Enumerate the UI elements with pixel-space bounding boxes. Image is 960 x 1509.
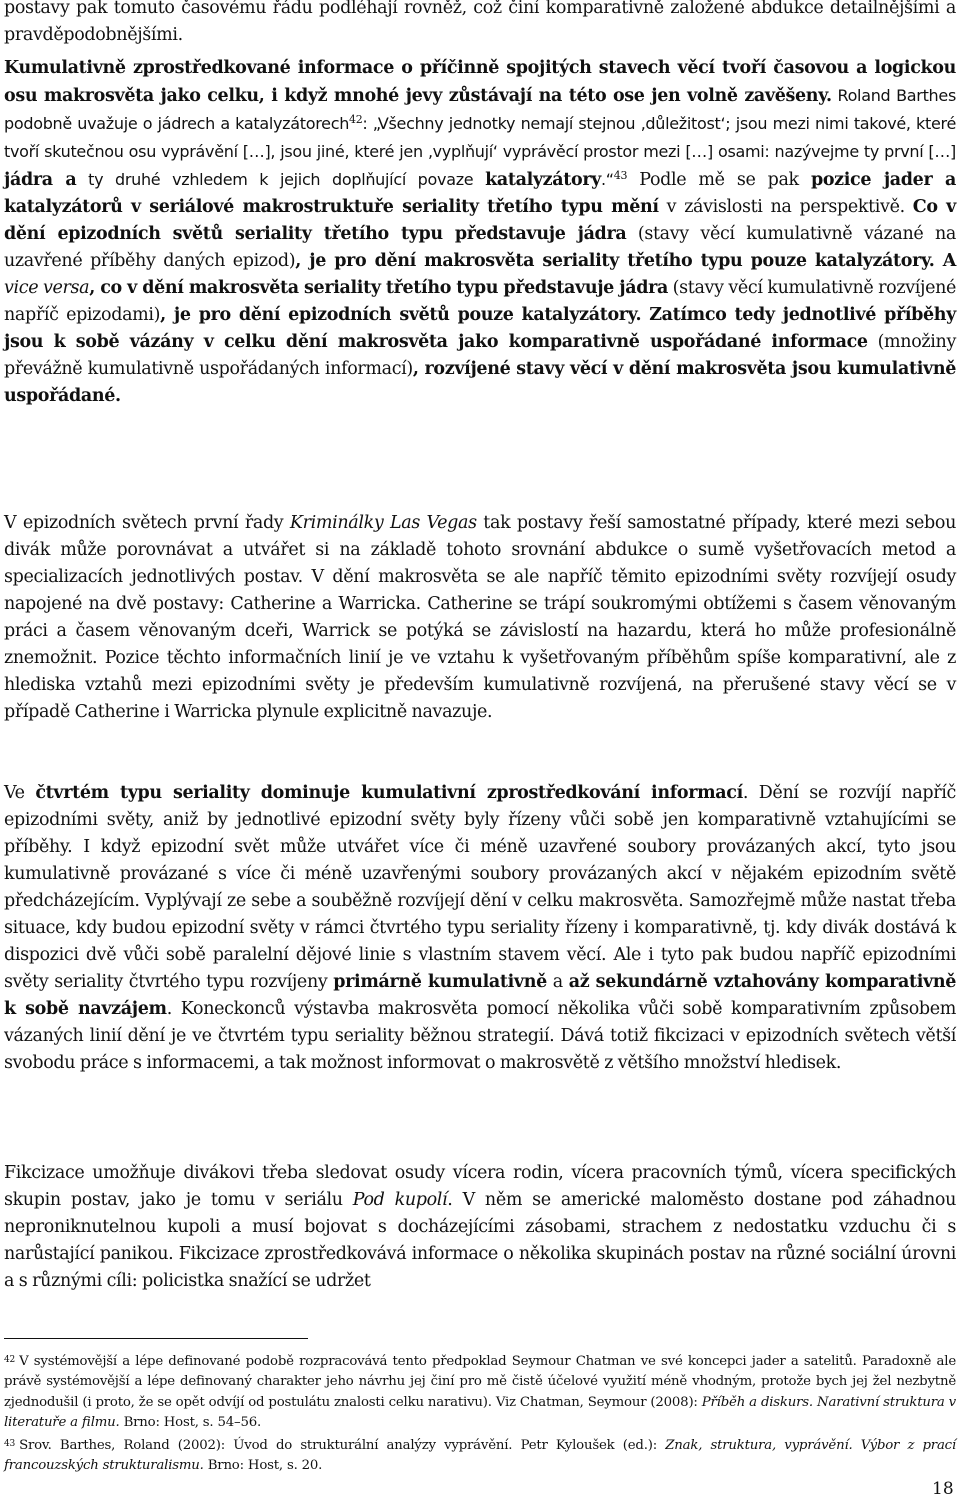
italic-text: Pod kupolí	[352, 1190, 448, 1210]
bold-text: , rozvíjené stavy věcí v dění makrosvěta jsou kumulativně uspořádané.	[4, 359, 956, 406]
paragraph-text: postavy pak tomuto časovému řádu podléhají rovněž, což činí komparativně založené abdukce detailnějšími a pravděpodobnějšími.	[4, 0, 956, 45]
italic-text: vice versa	[4, 278, 90, 298]
paragraph-2	[4, 55, 956, 410]
bold-text: , je pro dění makrosvěta seriality třetího typu pouze katalyzátory. A	[295, 251, 956, 271]
paragraph-text: (stavy věcí kumulativně rozvíjené napříč epizodami)	[4, 278, 957, 325]
footnote-separator	[4, 1338, 308, 1339]
bold-text: , je pro dění epizodních světů pouze katalyzátory. Zatímco tedy jednotlivé příběhy jsou k sobě vázány v celku dění makrosvěta jako komparativně uspořádané informace	[4, 305, 956, 352]
footnote-ref-42[interactable]: 42	[349, 113, 363, 126]
paragraph-text: Podle mě se pak	[627, 170, 811, 190]
footnote-text: Brno: Host, s. 20.	[203, 1458, 323, 1474]
bold-text: primárně kumulativně	[333, 972, 547, 992]
bold-text: až sekundárně vztahovány komparativně k sobě navzájem	[4, 972, 956, 1019]
footnote-43	[4, 1434, 956, 1477]
paragraph-text: (množiny převážně kumulativně uspořádaných informací)	[4, 332, 956, 379]
footnote-number: 42	[4, 1355, 16, 1365]
paragraph-text: . Dění se rozvíjí napříč epizodními světy, aniž by jednotlivé epizodní světy byly řízeny vůči sobě jen komparativně vztahujícími se příběhy. I když epizodní svět může utvářet více či méně uzavřené soubory provázaných akcí, tyto jsou kumulativně provázané s více či méně uzavřenými soubory provázaných akcí v nějakém epizodním světě předcházejícím. Vyplývají ze sebe a souběžně rozvíjejí dění v celku makrosvěta. Samozřejmě může nastat třeba situace, kdy budou epizodní světy v rámci čtvrtého typu seriality řízeny i komparativně, tj. kdy divák dostává k dispozici dvě vůči sobě paralelní dějové linie s vlastním stavem věcí. Ale i tyto pak budou napříč epizodními světy seriality čtvrtého typu rozvíjeny	[4, 783, 956, 992]
paragraph-text: a	[546, 972, 569, 992]
paragraph-text: . Koneckonců výstavba makrosvěta pomocí několika vůči sobě komparativním způsobem vázaných linií dění je ve čtvrtém typu seriality běžnou strategií. Dává totiž fikcizaci v epizodních světech větší svobodu práce s informacemi, a tak možnost informovat o makrosvětě z většího množství hledisek.	[4, 999, 957, 1073]
bold-text: jádra a	[4, 170, 77, 190]
bold-text: , co v dění makrosvěta seriality třetího typu představuje jádra	[89, 278, 668, 298]
paragraph-3	[4, 510, 956, 726]
footnote-italic: Znak, struktura, vyprávění. Výbor z prací francouzských strukturalismu.	[4, 1437, 956, 1474]
paragraph-text: (stavy věcí kumulativně vázané na uzavřené příběhy daných epizod)	[4, 224, 956, 271]
footnote-italic: Příběh a diskurs. Narativní struktura v literatuře a filmu.	[4, 1394, 956, 1431]
bold-text: čtvrtém typu seriality dominuje kumulativní zprostředkování informací	[35, 783, 743, 803]
paragraph-text: v závislosti na perspektivě.	[658, 197, 913, 217]
bold-text: Kumulativně zprostředkované informace o příčinně spojitých stavech věcí tvoří časovou a logickou osu makrosvěta jako celku, i když mnohé jevy zůstávají na této ose jen volně zavěšeny.	[4, 58, 956, 106]
paragraph-1	[4, 0, 956, 49]
bold-text: pozice jader a katalyzátorů v seriálové makrostruktuře seriality třetího typu mění	[4, 170, 956, 217]
footnote-text: V systémovější a lépe definované podobě rozpracovává tento předpoklad Seymour Chatman ve své koncepci jader a satelitů. Paradoxně ale právě systémovější a lépe definovaný charakter jeho návrhu jej činí pro mě čistě účelové využití méně vhodným, protože bych jej žel nezbytně zjednodušil (i proto, že se opět odvíjí od postulátu znalosti celku narativu). Viz Chatman, Seymour (2008):	[4, 1354, 956, 1410]
footnote-text: Srov. Barthes, Roland (2002): Úvod do strukturální analýzy vyprávění. Petr Kyloušek (ed.):	[19, 1437, 666, 1453]
footnote-42	[4, 1350, 956, 1434]
paragraph-text: tak postavy řeší samostatné případy, které mezi sebou divák může porovnávat a utvářet si na základě tohoto srovnání abdukce o sumě vyšetřovacích metod a specializacích jednotlivých postav. V dění makrosvěta se ale napříč těmito epizodními světy rozvíjejí osudy napojené na dvě postavy: Catherine a Warricka. Catherine se trápí soukromými obtížemi s časem věnovaným práci a časem věnovaným dceři, Warrick se potýká se závislostí na hazardu, která ho může profesionálně znemožnit. Pozice těchto informačních linií je ve vztahu k vyšetřovaným příběhům spíše komparativní, ale z hlediska vztahů mezi epizodními světy je především kumulativně rozvíjená, na přerušené stavy věcí se v případě Catherine i Warricka plynule explicitně navazuje.	[4, 513, 956, 722]
footnote-text: Brno: Host, s. 54–56.	[119, 1415, 261, 1431]
footnote-number: 43	[4, 1438, 16, 1449]
barthes-quote: : „Všechny jednotky nemají stejnou ‚důležitost‘; jsou mezi nimi takové, které tvoří skutečnou osu vyprávění […], jsou jiné, které jen ‚vyplňují‘ vyprávěcí prostor mezi […] osami: nazývejme ty první […]	[4, 114, 956, 161]
page-number: 18	[932, 1479, 954, 1499]
italic-text: Kriminálky Las Vegas	[289, 513, 477, 533]
paragraph-text: V epizodních světech první řady	[4, 513, 290, 533]
paragraph-5	[4, 1160, 956, 1295]
bold-text: katalyzátory	[485, 170, 602, 190]
paragraph-text: Ve	[4, 783, 36, 803]
barthes-quote: .“	[601, 170, 614, 189]
paragraph-4	[4, 780, 956, 1077]
footnotes	[4, 1350, 956, 1476]
paragraph-text: . V něm se americké maloměsto dostane pod záhadnou neproniknutelnou kupoli a musí bojovat s docházejícími zásobami, strachem z nedostatku vzduchu či s narůstající panikou. Fikcizace zprostředkovává informace o několika skupinách postav na různé sociální úrovni a s různými cíli: policistka snažící se udržet	[4, 1190, 956, 1291]
bold-text: Co v dění epizodních světů seriality třetího typu představuje jádra	[4, 197, 956, 244]
barthes-quote: ty druhé vzhledem k jejich doplňující povaze	[76, 170, 486, 189]
footnote-ref-43[interactable]: 43	[613, 169, 628, 182]
paragraph-text: Fikcizace umožňuje divákovi třeba sledovat osudy vícera rodin, vícera pracovních týmů, vícera specifických skupin postav, jako je tomu v seriálu	[4, 1163, 956, 1210]
barthes-text: Roland Barthes podobně uvažuje o jádrech a katalyzátorech	[4, 86, 956, 133]
